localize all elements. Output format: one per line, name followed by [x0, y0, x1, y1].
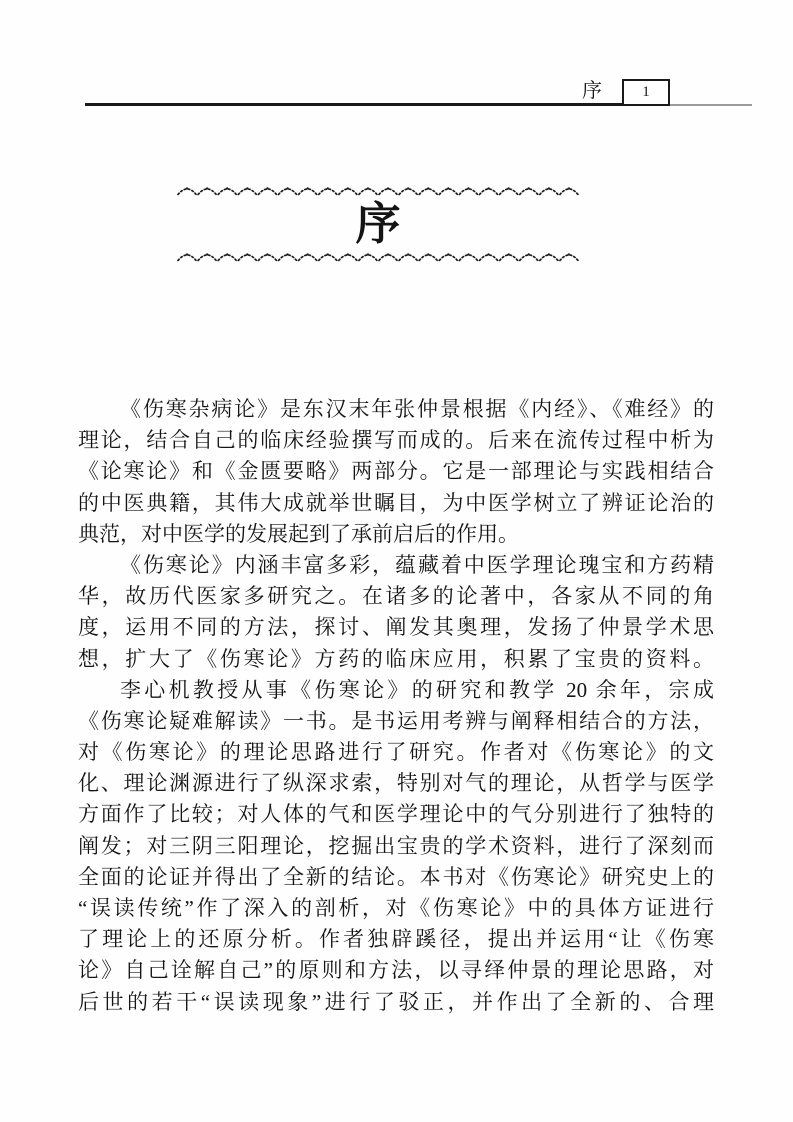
text-line: 的中医典籍，其伟大成就举世瞩目，为中医学树立了辨证论治的	[78, 490, 714, 515]
text-line: 度，运用不同的方法，探讨、阐发其奥理，发扬了仲景学术思	[78, 615, 714, 640]
text-line: 典范，对中医学的发展起到了承前启后的作用。	[78, 521, 519, 546]
text-line: 李心机教授从事《伤寒论》的研究和教学 20 余年，宗成	[120, 677, 714, 702]
text-line: 想，扩大了《伤寒论》方药的临床应用，积累了宝贵的资料。	[78, 646, 714, 671]
paragraph	[78, 394, 714, 550]
text-line: 《伤寒论疑难解读》一书。是书运用考辨与阐释相结合的方法，	[78, 708, 714, 733]
ornament-bottom-icon	[177, 253, 579, 262]
page-number: 1	[642, 84, 650, 100]
text-line: 阐发；对三阴三阳理论，挖掘出宝贵的学术资料，进行了深刻而	[78, 833, 714, 858]
text-line: 后世的若干“误读现象”进行了驳正，并作出了全新的、合理	[78, 989, 714, 1014]
paragraph	[78, 550, 714, 675]
text-line: 化、理论渊源进行了纵深求索，特别对气的理论，从哲学与医学	[78, 771, 714, 796]
header-rule	[85, 103, 623, 106]
text-line: 华，故历代医家多研究之。在诸多的论著中，各家从不同的角	[78, 584, 714, 609]
text-line: 对《伤寒论》的理论思路进行了研究。作者对《伤寒论》的文	[78, 740, 714, 765]
paragraph	[78, 675, 714, 1018]
text-line: 全面的论证并得出了全新的结论。本书对《伤寒论》研究史上的	[78, 864, 714, 889]
text-line: 论》自己诠解自己”的原则和方法，以寻绎仲景的理论思路，对	[78, 958, 714, 983]
text-line: 了理论上的还原分析。作者独辟蹊径，提出并运用“让《伤寒	[78, 927, 714, 952]
text-line: 《伤寒杂病论》是东汉末年张仲景根据《内经》、《难经》的	[120, 397, 714, 421]
body-text	[78, 394, 714, 1018]
text-line: 理论，结合自己的临床经验撰写而成的。后来在流传过程中析为	[78, 428, 714, 453]
header-rule-light	[668, 104, 752, 106]
preface-title: 序	[355, 199, 401, 249]
title-block	[177, 187, 579, 262]
header-section-label: 序	[582, 80, 603, 102]
ornament-top-icon	[177, 187, 579, 196]
text-line: 《论寒论》和《金匮要略》两部分。它是一部理论与实践相结合	[78, 459, 714, 484]
text-line: 《伤寒论》内涵丰富多彩，蕴藏着中医学理论瑰宝和方药精	[120, 552, 714, 577]
text-line: “误读传统”作了深入的剖析，对《伤寒论》中的具体方证进行	[78, 896, 714, 920]
text-line: 方面作了比较；对人体的气和医学理论中的气分别进行了独特的	[78, 802, 714, 827]
page-number-box	[622, 79, 670, 106]
